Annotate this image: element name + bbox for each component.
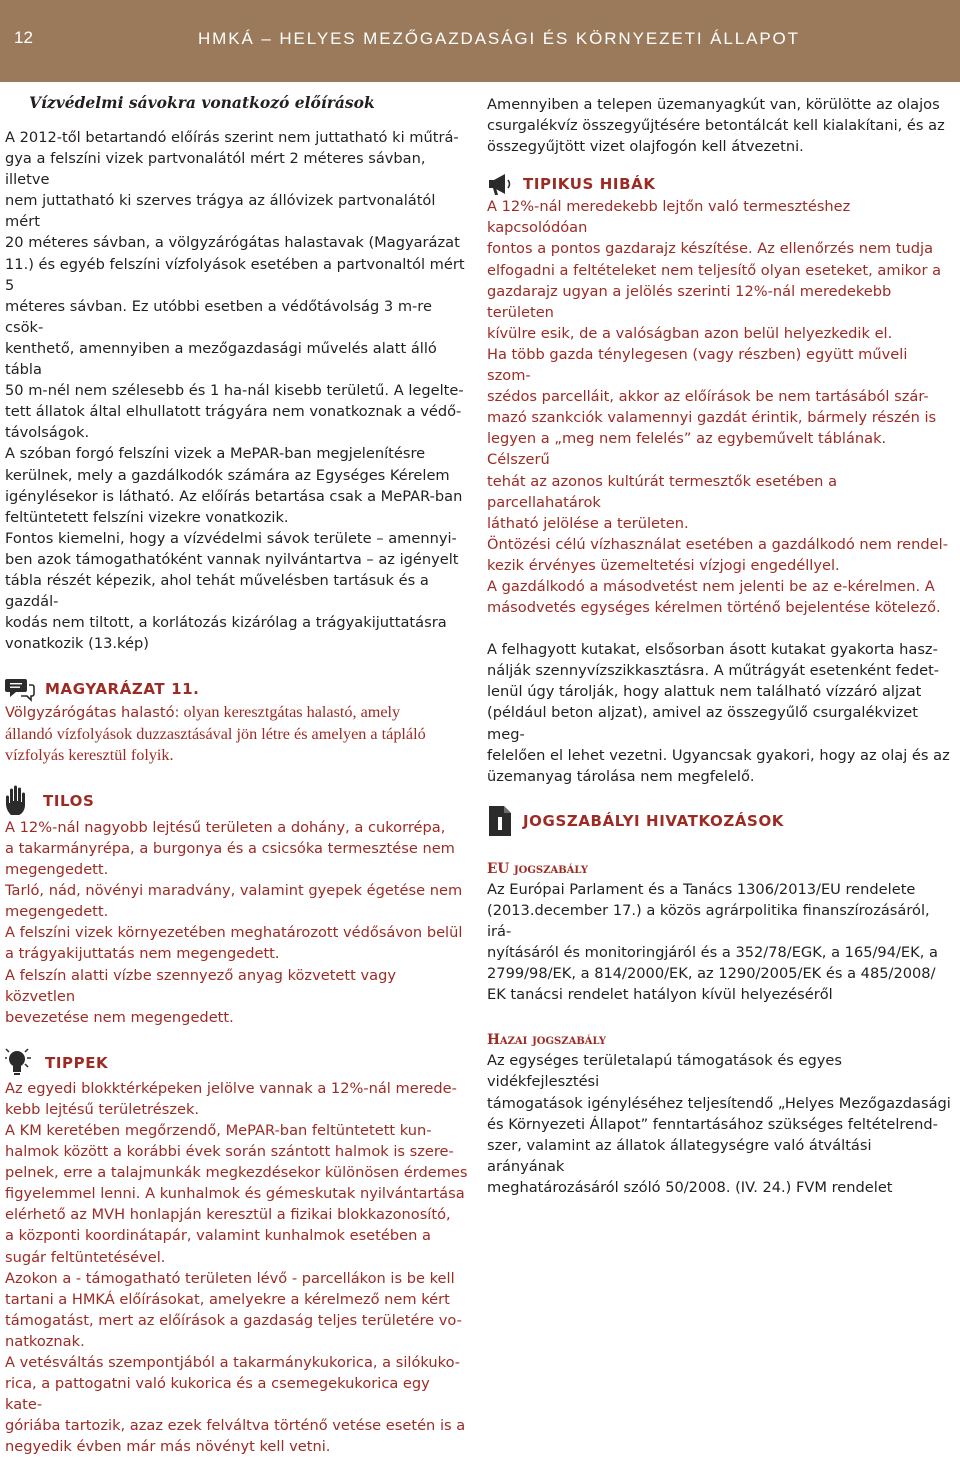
text-line: méteres sávban. Ez utóbbi esetben a védőtávolság 3 m-re csök- <box>5 297 432 336</box>
tilos-text <box>5 817 468 1028</box>
hazai-heading: Hazai jogszabály <box>487 1032 607 1049</box>
paragraph <box>5 528 468 655</box>
text-line: nálják szennyvízszikkasztásra. A műtrágyát esetenként fedet- <box>487 662 940 680</box>
text-line: a takarmányrépa, a burgonya és a csicsóka termesztése nem <box>5 839 455 857</box>
magyarazat-definition <box>5 702 468 767</box>
hazai-text <box>487 1050 953 1198</box>
text-line: fontos a pontos gazdarajz készítése. Az ellenőrzés nem tudja <box>487 240 934 258</box>
text-line: összegyűjtött vizet olajfogón kell átvezetni. <box>487 138 804 156</box>
text-line: megengedett. <box>5 903 109 921</box>
page-header <box>0 0 960 82</box>
text-line: A gazdálkodó a másodvetést nem jelenti be az e-kérelmen. A <box>487 577 935 595</box>
text-line: támogatást, mert az előírások a gazdaság teljes területére vo- <box>5 1311 462 1329</box>
text-line: natkoznak. <box>5 1332 85 1350</box>
tippek-text <box>5 1078 468 1457</box>
text-line: sugár feltüntetésével. <box>5 1248 166 1266</box>
megaphone-icon <box>487 172 513 196</box>
text-line: igénylésekor is látható. Az előírás betartása csak a MePAR-ban <box>5 487 463 505</box>
magyarazat-box <box>5 676 468 767</box>
tilos-title: TILOS <box>43 791 95 810</box>
tippek-box <box>5 1048 468 1457</box>
jogszabaly-heading <box>487 805 953 837</box>
text-line: felelően el lehet vezetni. Ugyancsak gyakori, hogy az olaj és az <box>487 746 950 764</box>
text-line: (2013.december 17.) a közös agrárpolitika finanszírozásáról, irá- <box>487 901 930 940</box>
right-column <box>487 94 953 1198</box>
text-line: meghatározásáról szóló 50/2008. (IV. 24.) FVM rendelet <box>487 1178 893 1196</box>
text-line: távolságok. <box>5 424 90 442</box>
text-line: Tarló, nád, növényi maradvány, valamint gyepek égetése nem <box>5 882 463 900</box>
text-line: 20 méteres sávban, a völgyzárógátas halastavak (Magyarázat <box>5 234 460 252</box>
text-line: kenthető, amennyiben a mezőgazdasági művelés alatt álló tábla <box>5 339 437 379</box>
text-line: Azokon a - támogatható területen lévő - parcellákon is be kell <box>5 1269 455 1287</box>
text-line: Amennyiben a telepen üzemanyagkút van, körülötte az olajos <box>487 96 940 113</box>
text-line: a trágyakijuttatás nem megengedett. <box>5 945 280 963</box>
text-line: szédos parcelláit, akkor az előírások be nem tartásából szár- <box>487 388 929 406</box>
text-line: A KM keretében megőrzendő, MePAR-ban feltüntetett kun- <box>5 1121 432 1139</box>
text-line: A felhagyott kutakat, elsősorban ásott kutakat gyakorta hasz- <box>487 641 938 659</box>
tipikus-title: TIPIKUS HIBÁK <box>523 175 656 194</box>
document-icon <box>487 805 513 837</box>
text-line: és Környezeti Állapot” fenntartásához szükséges feltételrend- <box>487 1115 938 1133</box>
tippek-title: TIPPEK <box>45 1053 109 1072</box>
definition-line: vízfolyás keresztül folyik. <box>5 746 174 765</box>
text-line: látható jelölése a területen. <box>487 514 689 532</box>
left-body <box>5 127 468 654</box>
text-line: rica, a pattogatni való kukorica és a csemegekukorica egy kate- <box>5 1375 430 1414</box>
text-line: 50 m-nél nem szélesebb és 1 ha-nál kisebb területű. A legelte- <box>5 382 464 400</box>
section-title: Vízvédelmi sávokra vonatkozó előírások <box>29 93 375 112</box>
stop-hand-icon <box>5 785 33 817</box>
text-line: elérhető az MVH honlapján keresztül a fizikai blokkazonosító, <box>5 1206 451 1224</box>
text-line: lenül úgy tárolják, hogy alattuk nem található vízzáró aljzat <box>487 683 922 701</box>
text-line: mazó szankciók valamennyi gazdát érintik, bármely részén is <box>487 409 937 427</box>
left-column <box>5 92 468 1457</box>
text-line: A 12%-nál nagyobb lejtésű területen a dohány, a cukorrépa, <box>5 818 446 836</box>
text-line: szer, valamint az állatok állategységre való átváltási arányának <box>487 1136 872 1175</box>
header-title: HMKÁ – HELYES MEZŐGAZDASÁGI ÉS KÖRNYEZETI ÁLLAPOT <box>198 29 800 48</box>
text-line: kívülre esik, de a valóságban azon belül helyezkedik el. <box>487 324 893 342</box>
eu-text <box>487 879 953 1006</box>
eu-heading: EU jogszabály <box>487 860 588 877</box>
text-line: tábla részét képezik, ahol tehát művelésben tartásuk és a gazdál- <box>5 571 429 611</box>
text-line: tett állatok által elhullatott trágyára nem vonatkoznak a védő- <box>5 403 462 421</box>
text-line: támogatások igényléséhez teljesítendő „Helyes Mezőgazdasági <box>487 1094 951 1112</box>
text-line: EK tanácsi rendelet hatályon kívül helyezéséről <box>487 986 833 1004</box>
text-line: bevezetése nem megengedett. <box>5 1008 234 1026</box>
tippek-heading <box>5 1048 468 1078</box>
text-line: A felszíni vizek környezetében meghatározott védősávon belül <box>5 924 463 942</box>
text-line: feltüntetett felszíni vizekre vonatkozik. <box>5 508 289 526</box>
definition-line: Völgyzárógátas halastó: olyan keresztgátas halastó, amely <box>5 703 401 722</box>
text-line: Öntözési célú vízhasználat esetében a gazdálkodó nem rendel- <box>487 535 948 553</box>
text-line: 2799/98/EK, a 814/2000/EK, az 1290/2005/EK és a 485/2008/ <box>487 965 936 983</box>
text-line: Ha több gazda ténylegesen (vagy részben) együtt műveli szom- <box>487 345 908 385</box>
text-line: negyedik évben már más növényt kell vetni. <box>5 1438 331 1456</box>
lightbulb-icon <box>5 1048 35 1078</box>
magyarazat-title: MAGYARÁZAT 11. <box>45 680 200 699</box>
text-line: a központi koordinátapár, valamint kunhalmok esetében a <box>5 1227 431 1245</box>
jogszabaly-title: JOGSZABÁLYI HIVATKOZÁSOK <box>523 811 785 830</box>
text-line: legyen a „meg nem felelés” az egybeművelt táblának. Célszerű <box>487 430 887 469</box>
text-line: (például beton aljzat), amivel az összegyűlő csurgalékvizet meg- <box>487 704 918 743</box>
text-line: nyításáról és monitoringjáról és a 352/78/EGK, a 165/94/EK, a <box>487 944 938 962</box>
tilos-box <box>5 785 468 1028</box>
text-line: elfogadni a feltételeket nem teljesítő olyan eseteket, amikor a <box>487 261 942 279</box>
text-line: pelnek, erre a talajmunkák megkezdésekor különösen érdemes <box>5 1164 468 1182</box>
text-line: Az egységes területalapú támogatások és egyes vidékfejlesztési <box>487 1052 843 1091</box>
paragraph <box>5 127 468 443</box>
text-line: gazdarajz ugyan a jelölés szerinti 12%-nál meredekebb területen <box>487 282 892 321</box>
text-line: tehát az azonos kultúrát termesztők esetében a parcellahatárok <box>487 472 838 511</box>
text-line: tartani a HMKÁ előírásokat, amelyekre a kérelmező nem kért <box>5 1290 450 1308</box>
speech-bubble-icon <box>5 676 35 702</box>
tilos-heading <box>5 785 468 817</box>
wells-paragraph <box>487 639 953 787</box>
text-line: másodvetés egységes kérelmen történő bejelentése kötelező. <box>487 599 941 617</box>
jogszabaly-box <box>487 805 953 1198</box>
text-line: halmok között a korábbi évek során szántott halmok is szere- <box>5 1143 454 1161</box>
text-line: kodás nem tiltott, a korlátozás kizárólag a trágyakijuttatásra <box>5 614 447 632</box>
text-line: figyelemmel lenni. A kunhalmok és gémeskutak nyilvántartása <box>5 1185 465 1203</box>
text-line: üzemanyag tárolása nem megfelelő. <box>487 767 755 785</box>
text-line: A 2012-től betartandó előírás szerint nem juttatható ki műtrá- <box>5 129 459 146</box>
text-line: gya a felszíni vizek partvonalától mért 2 méteres sávban, illetve <box>5 150 426 189</box>
magyarazat-heading <box>5 676 468 702</box>
text-line: Az Európai Parlament és a Tanács 1306/2013/EU rendelete <box>487 880 916 898</box>
text-line: Fontos kiemelni, hogy a vízvédelmi sávok területe – amennyi- <box>5 529 457 547</box>
text-line: A felszín alatti vízbe szennyező anyag közvetett vagy közvetlen <box>5 966 396 1005</box>
text-line: kerülnek, mely a gazdálkodók számára az Egységes Kérelem <box>5 466 450 484</box>
paragraph <box>5 443 468 527</box>
text-line: kezik érvényes üzemeltetési vízjogi engedéllyel. <box>487 556 840 574</box>
text-line: A vetésváltás szempontjából a takarmánykukorica, a silókuko- <box>5 1354 461 1371</box>
tipikus-box <box>487 172 953 618</box>
text-line: ben azok támogathatóként vannak nyilvántartva – az igényelt <box>5 550 459 568</box>
text-line: A 12%-nál meredekebb lejtőn való termesztéshez kapcsolódóan <box>487 198 851 237</box>
text-line: A szóban forgó felszíni vizek a MePAR-ban megjelenítésre <box>5 445 426 463</box>
text-line: Az egyedi blokktérképeken jelölve vannak a 12%-nál merede- <box>5 1079 457 1097</box>
text-line: nem juttatható ki szerves trágya az állóvizek partvonalától mért <box>5 192 436 231</box>
text-line: góriába tartozik, azaz ezek felváltva történő vetése esetén is a <box>5 1417 466 1435</box>
page-number: 12 <box>14 28 33 47</box>
text-line: megengedett. <box>5 861 109 879</box>
text-line: 11.) és egyéb felszíni vízfolyások esetében a partvonaltól mért 5 <box>5 255 465 294</box>
text-line: csurgalékvíz összegyűjtésére betontálcát kell kialakítani, és az <box>487 117 945 135</box>
definition-term: Völgyzárógátas halastó: <box>5 704 180 722</box>
intro-paragraph <box>487 94 953 157</box>
tipikus-heading <box>487 172 953 196</box>
tipikus-text <box>487 196 953 618</box>
definition-line: állandó vízfolyások duzzasztásával jön létre és amelyen a tápláló <box>5 724 426 743</box>
text-line: kebb lejtésű területrészek. <box>5 1100 200 1118</box>
text-line: vonatkozik (13.kép) <box>5 635 149 653</box>
